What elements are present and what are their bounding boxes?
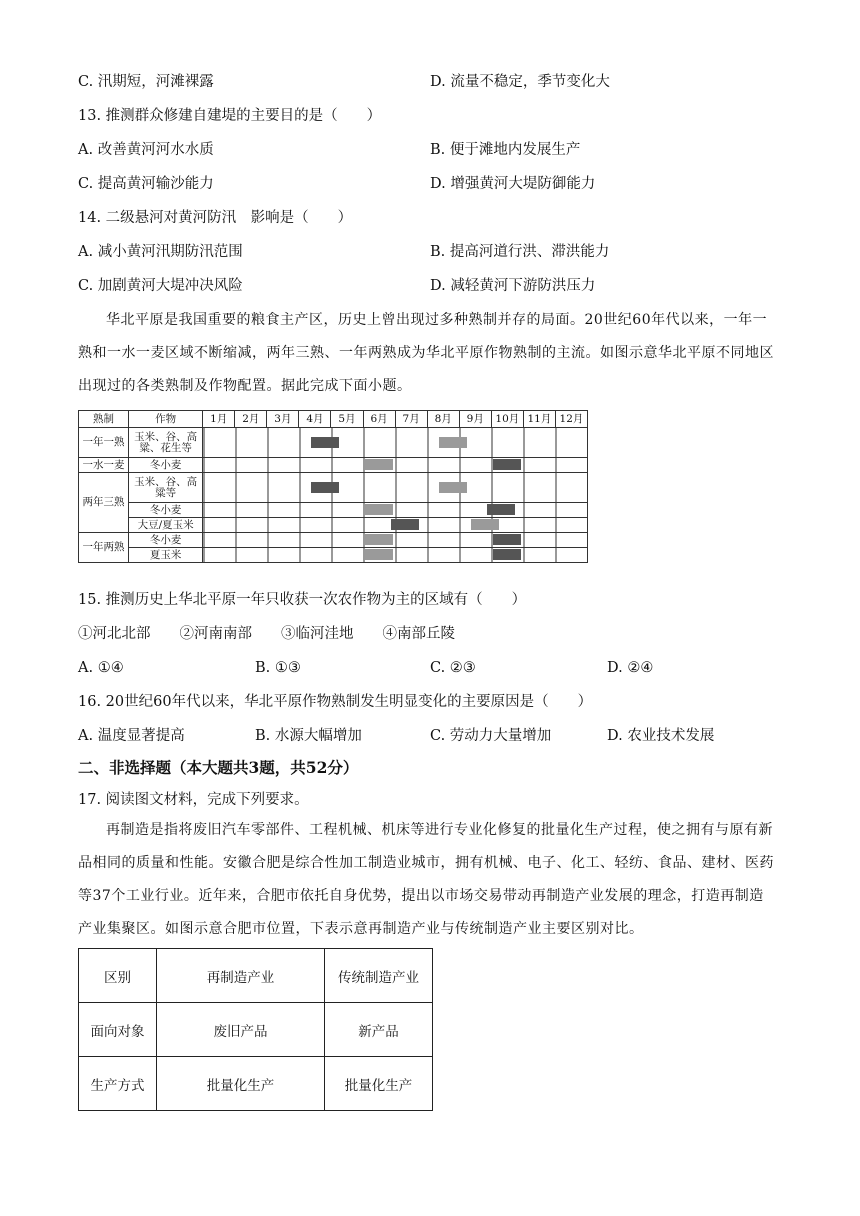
q13-option-c: C. 提高黄河输沙能力 <box>78 176 214 192</box>
crop-row <box>79 503 588 518</box>
header-cell: 熟制 <box>79 411 129 428</box>
huabei-intro-paragraph: 华北平原是我国重要的粮食主产区，历史上曾出现过多种熟制并存的局面。20世纪60年代以来，一年一熟和一水一麦区域不断缩减，两年三熟、一年两熟成为华北平原作物熟制的主流。如图示意华北平原不同地区出现过的各类熟制及作物配置。据此完成下面小题。 <box>78 312 774 394</box>
crop-row <box>79 428 588 458</box>
month-cells <box>203 458 588 473</box>
q16-option-c: C. 劳动力大量增加 <box>430 728 552 744</box>
q16-option-a: A. 温度显著提高 <box>78 728 185 744</box>
table-cell: 生产方式 <box>79 1057 157 1111</box>
table-cell: 批量化生产 <box>325 1057 433 1111</box>
month-cells <box>203 473 588 503</box>
system-label: 一水一麦 <box>79 458 129 473</box>
crop-label: 冬小麦 <box>129 503 203 518</box>
month-cells <box>203 518 588 533</box>
crop-label: 冬小麦 <box>129 458 203 473</box>
month-cells <box>203 533 588 548</box>
q12-option-c: C. 汛期短，河滩裸露 <box>78 74 214 90</box>
header-cell: 8月 <box>427 411 459 428</box>
table-cell: 面向对象 <box>79 1003 157 1057</box>
header-cell: 1月 <box>203 411 235 428</box>
table-cell: 新产品 <box>325 1003 433 1057</box>
crop-system-table <box>78 410 588 563</box>
table-row <box>79 1003 433 1057</box>
crop-period-mark <box>365 504 393 515</box>
q13-option-a: A. 改善黄河河水水质 <box>78 142 214 158</box>
q15-option-b: B. ①③ <box>255 660 301 676</box>
crop-row <box>79 548 588 563</box>
q15-option-d: D. ②④ <box>607 660 654 676</box>
q13-option-b: B. 便于滩地内发展生产 <box>430 142 581 158</box>
crop-label: 玉米、谷、高粱、花生等 <box>129 428 203 458</box>
crop-period-mark <box>311 482 339 493</box>
q14-stem: 14. 二级悬河对黄河防汛 影响是（ ） <box>78 210 353 226</box>
crop-label: 夏玉米 <box>129 548 203 563</box>
header-cell: 5月 <box>331 411 363 428</box>
q13-stem: 13. 推测群众修建自建堤的主要目的是（ ） <box>78 108 382 124</box>
q16-stem: 16. 20世纪60年代以来，华北平原作物熟制发生明显变化的主要原因是（ ） <box>78 694 593 710</box>
crop-period-mark <box>439 437 467 448</box>
header-cell: 作物 <box>129 411 203 428</box>
q14-option-b: B. 提高河道行洪、滞洪能力 <box>430 244 610 260</box>
crop-period-mark <box>391 519 419 530</box>
q17-stem: 17. 阅读图文材料，完成下列要求。 <box>78 792 309 808</box>
table-cell: 区别 <box>79 949 157 1003</box>
crop-period-mark <box>493 459 521 470</box>
table-row <box>79 1057 433 1111</box>
q17-material-paragraph: 再制造是指将废旧汽车零部件、工程机械、机床等进行专业化修复的批量化生产过程，使之拥有与原有新品相同的质量和性能。安徽合肥是综合性加工制造业城市，拥有机械、电子、化工、轻纺、食品、建材、医药等37个工业行业。近年来，合肥市依托自身优势，提出以市场交易带动再制造产业发展的理念，打造再制造产业集聚区。如图示意合肥市位置，下表示意再制造产业与传统制造产业主要区别对比。 <box>78 822 774 937</box>
header-cell: 12月 <box>555 411 587 428</box>
system-label: 一年两熟 <box>79 533 129 563</box>
q16-option-d: D. 农业技术发展 <box>607 728 715 744</box>
crop-row <box>79 458 588 473</box>
crop-period-mark <box>439 482 467 493</box>
table-row <box>79 949 433 1003</box>
q14-option-a: A. 减小黄河汛期防汛范围 <box>78 244 243 260</box>
month-cells <box>203 548 588 563</box>
header-cell: 10月 <box>491 411 523 428</box>
crop-label: 玉米、谷、高粱等 <box>129 473 203 503</box>
system-label: 两年三熟 <box>79 473 129 533</box>
header-cell: 2月 <box>235 411 267 428</box>
q15-stem: 15. 推测历史上华北平原一年只收获一次农作物为主的区域有（ ） <box>78 592 527 608</box>
crop-period-mark <box>365 459 393 470</box>
table-cell: 废旧产品 <box>157 1003 325 1057</box>
crop-period-mark <box>493 549 521 560</box>
crop-period-mark <box>493 534 521 545</box>
section-heading: 二、非选择题（本大题共3题，共52分） <box>78 758 359 777</box>
q14-option-d: D. 减轻黄河下游防洪压力 <box>430 278 596 294</box>
crop-row <box>79 533 588 548</box>
table-cell: 传统制造产业 <box>325 949 433 1003</box>
header-cell: 6月 <box>363 411 395 428</box>
q13-option-d: D. 增强黄河大堤防御能力 <box>430 176 596 192</box>
crop-period-mark <box>365 549 393 560</box>
q16-option-b: B. 水源大幅增加 <box>255 728 362 744</box>
q14-option-c: C. 加剧黄河大堤冲决风险 <box>78 278 243 294</box>
crop-period-mark <box>365 534 393 545</box>
industry-comparison-table <box>78 948 433 1111</box>
header-cell: 3月 <box>267 411 299 428</box>
crop-label: 冬小麦 <box>129 533 203 548</box>
crop-row <box>79 518 588 533</box>
q12-option-d: D. 流量不稳定，季节变化大 <box>430 74 610 90</box>
crop-table-header-row <box>79 411 588 428</box>
q15-option-c: C. ②③ <box>430 660 476 676</box>
header-cell: 9月 <box>459 411 491 428</box>
table-cell: 批量化生产 <box>157 1057 325 1111</box>
month-cells <box>203 428 588 458</box>
q15-option-a: A. ①④ <box>78 660 124 676</box>
month-cells <box>203 503 588 518</box>
crop-label: 大豆/夏玉米 <box>129 518 203 533</box>
system-label: 一年一熟 <box>79 428 129 458</box>
crop-period-mark <box>311 437 339 448</box>
q15-items: ①河北北部 ②河南南部 ③临河洼地 ④南部丘陵 <box>78 626 455 642</box>
header-cell: 7月 <box>395 411 427 428</box>
crop-period-mark <box>471 519 499 530</box>
crop-period-mark <box>487 504 515 515</box>
header-cell: 4月 <box>299 411 331 428</box>
crop-row <box>79 473 588 503</box>
header-cell: 11月 <box>523 411 555 428</box>
table-cell: 再制造产业 <box>157 949 325 1003</box>
